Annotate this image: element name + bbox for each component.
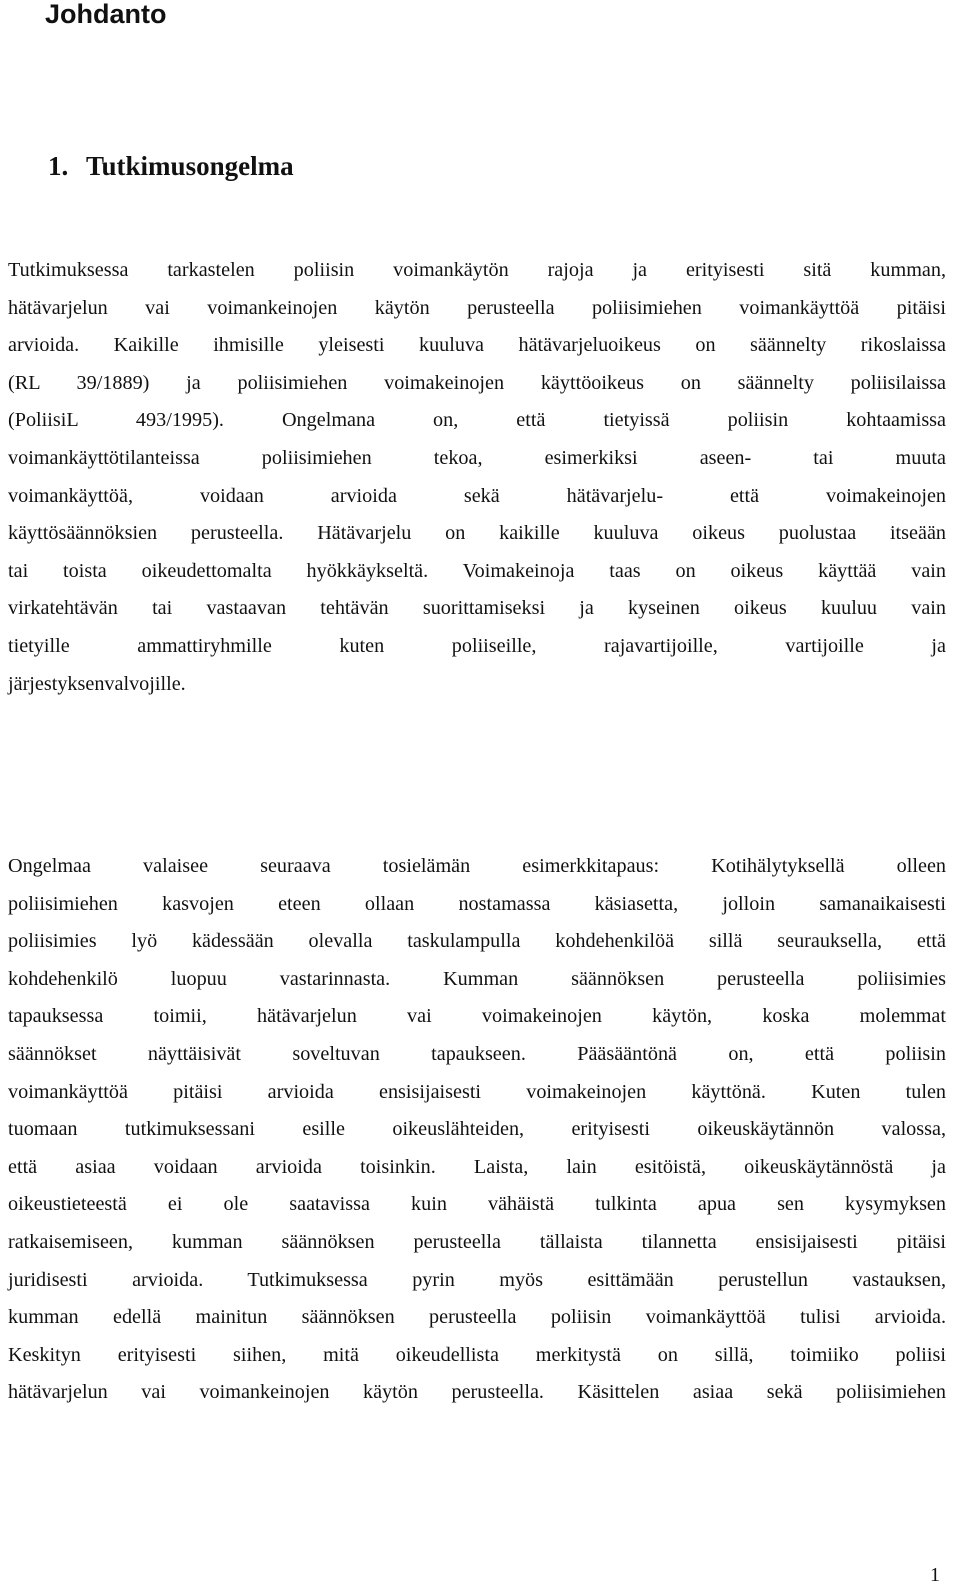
text-line: voimankäyttöä pitäisi arvioida ensisijaisesti voimakeinojen käyttönä. Kuten tulen (8, 1080, 946, 1103)
text-line: oikeustieteestä ei ole saatavissa kuin vähäistä tulkinta apua sen kysymyksen (8, 1193, 946, 1216)
chapter-title: Johdanto (45, 0, 167, 29)
page-number: 1 (930, 1564, 940, 1586)
text-line: virkatehtävän tai vastaavan tehtävän suorittamiseksi ja kyseinen oikeus kuuluu vain (8, 597, 946, 620)
text-line: poliisimiehen kasvojen eteen ollaan nostamassa käsiasetta, jolloin samanaikaisesti (8, 892, 946, 915)
section-title: Tutkimusongelma (86, 151, 294, 181)
paragraph-1 (8, 252, 946, 703)
section-number: 1. (48, 151, 69, 181)
text-line: järjestyksenvalvojille. (8, 672, 186, 695)
text-line: voimankäyttötilanteissa poliisimiehen tekoa, esimerkiksi aseen- tai muuta (8, 446, 946, 469)
text-line: Tutkimuksessa tarkastelen poliisin voimankäytön rajoja ja erityisesti sitä kumman, (8, 259, 946, 281)
text-line: hätävarjelun vai voimankeinojen käytön perusteella. Käsittelen asiaa sekä poliisimiehen (8, 1381, 946, 1404)
text-line: tuomaan tutkimuksessani esille oikeuslähteiden, erityisesti oikeuskäytännön valossa, (8, 1118, 946, 1141)
text-line: tapauksessa toimii, hätävarjelun vai voimakeinojen käytön, koska molemmat (8, 1005, 946, 1028)
text-line: hätävarjelun vai voimankeinojen käytön perusteella poliisimiehen voimankäyttöä pitäisi (8, 296, 946, 319)
text-line: Ongelmaa valaisee seuraava tosielämän esimerkkitapaus: Kotihälytyksellä olleen (8, 855, 946, 877)
text-line: Keskityn erityisesti siihen, mitä oikeudellista merkitystä on sillä, toimiiko poliisi (8, 1343, 946, 1366)
text-line: käyttösäännöksien perusteella. Hätävarjelu on kaikille kuuluva oikeus puolustaa itseään (8, 522, 946, 545)
text-line: voimankäyttöä, voidaan arvioida sekä hätävarjelu- että voimakeinojen (8, 484, 946, 507)
text-line: kumman edellä mainitun säännöksen perusteella poliisin voimankäyttöä tulisi arvioida. (8, 1306, 946, 1329)
paragraph-2 (8, 848, 946, 1412)
text-line: tietyille ammattiryhmille kuten poliiseille, rajavartijoille, vartijoille ja (8, 634, 946, 657)
text-line: arvioida. Kaikille ihmisille yleisesti kuuluva hätävarjeluoikeus on säännelty rikoslaissa (8, 334, 946, 357)
text-line: kohdehenkilö luopuu vastarinnasta. Kumman säännöksen perusteella poliisimies (8, 967, 946, 990)
text-line: (RL 39/1889) ja poliisimiehen voimakeinojen käyttöoikeus on säännelty poliisilaissa (8, 371, 946, 394)
text-line: (PoliisiL 493/1995). Ongelmana on, että tietyissä poliisin kohtaamissa (8, 409, 946, 432)
text-line: juridisesti arvioida. Tutkimuksessa pyrin myös esittämään perustellun vastauksen, (8, 1268, 946, 1291)
text-line: tai toista oikeudettomalta hyökkäykseltä. Voimakeinoja taas on oikeus käyttää vain (8, 559, 946, 582)
text-line: että asiaa voidaan arvioida toisinkin. Laista, lain esitöistä, oikeuskäytännöstä ja (8, 1155, 946, 1178)
text-line: säännökset näyttäisivät soveltuvan tapaukseen. Pääsääntönä on, että poliisin (8, 1042, 946, 1065)
section-heading (48, 148, 294, 184)
text-line: poliisimies lyö kädessään olevalla taskulampulla kohdehenkilöä sillä seurauksella, että (8, 930, 946, 953)
text-line: ratkaisemiseen, kumman säännöksen perusteella tällaista tilannetta ensisijaisesti pitäisi (8, 1230, 946, 1253)
